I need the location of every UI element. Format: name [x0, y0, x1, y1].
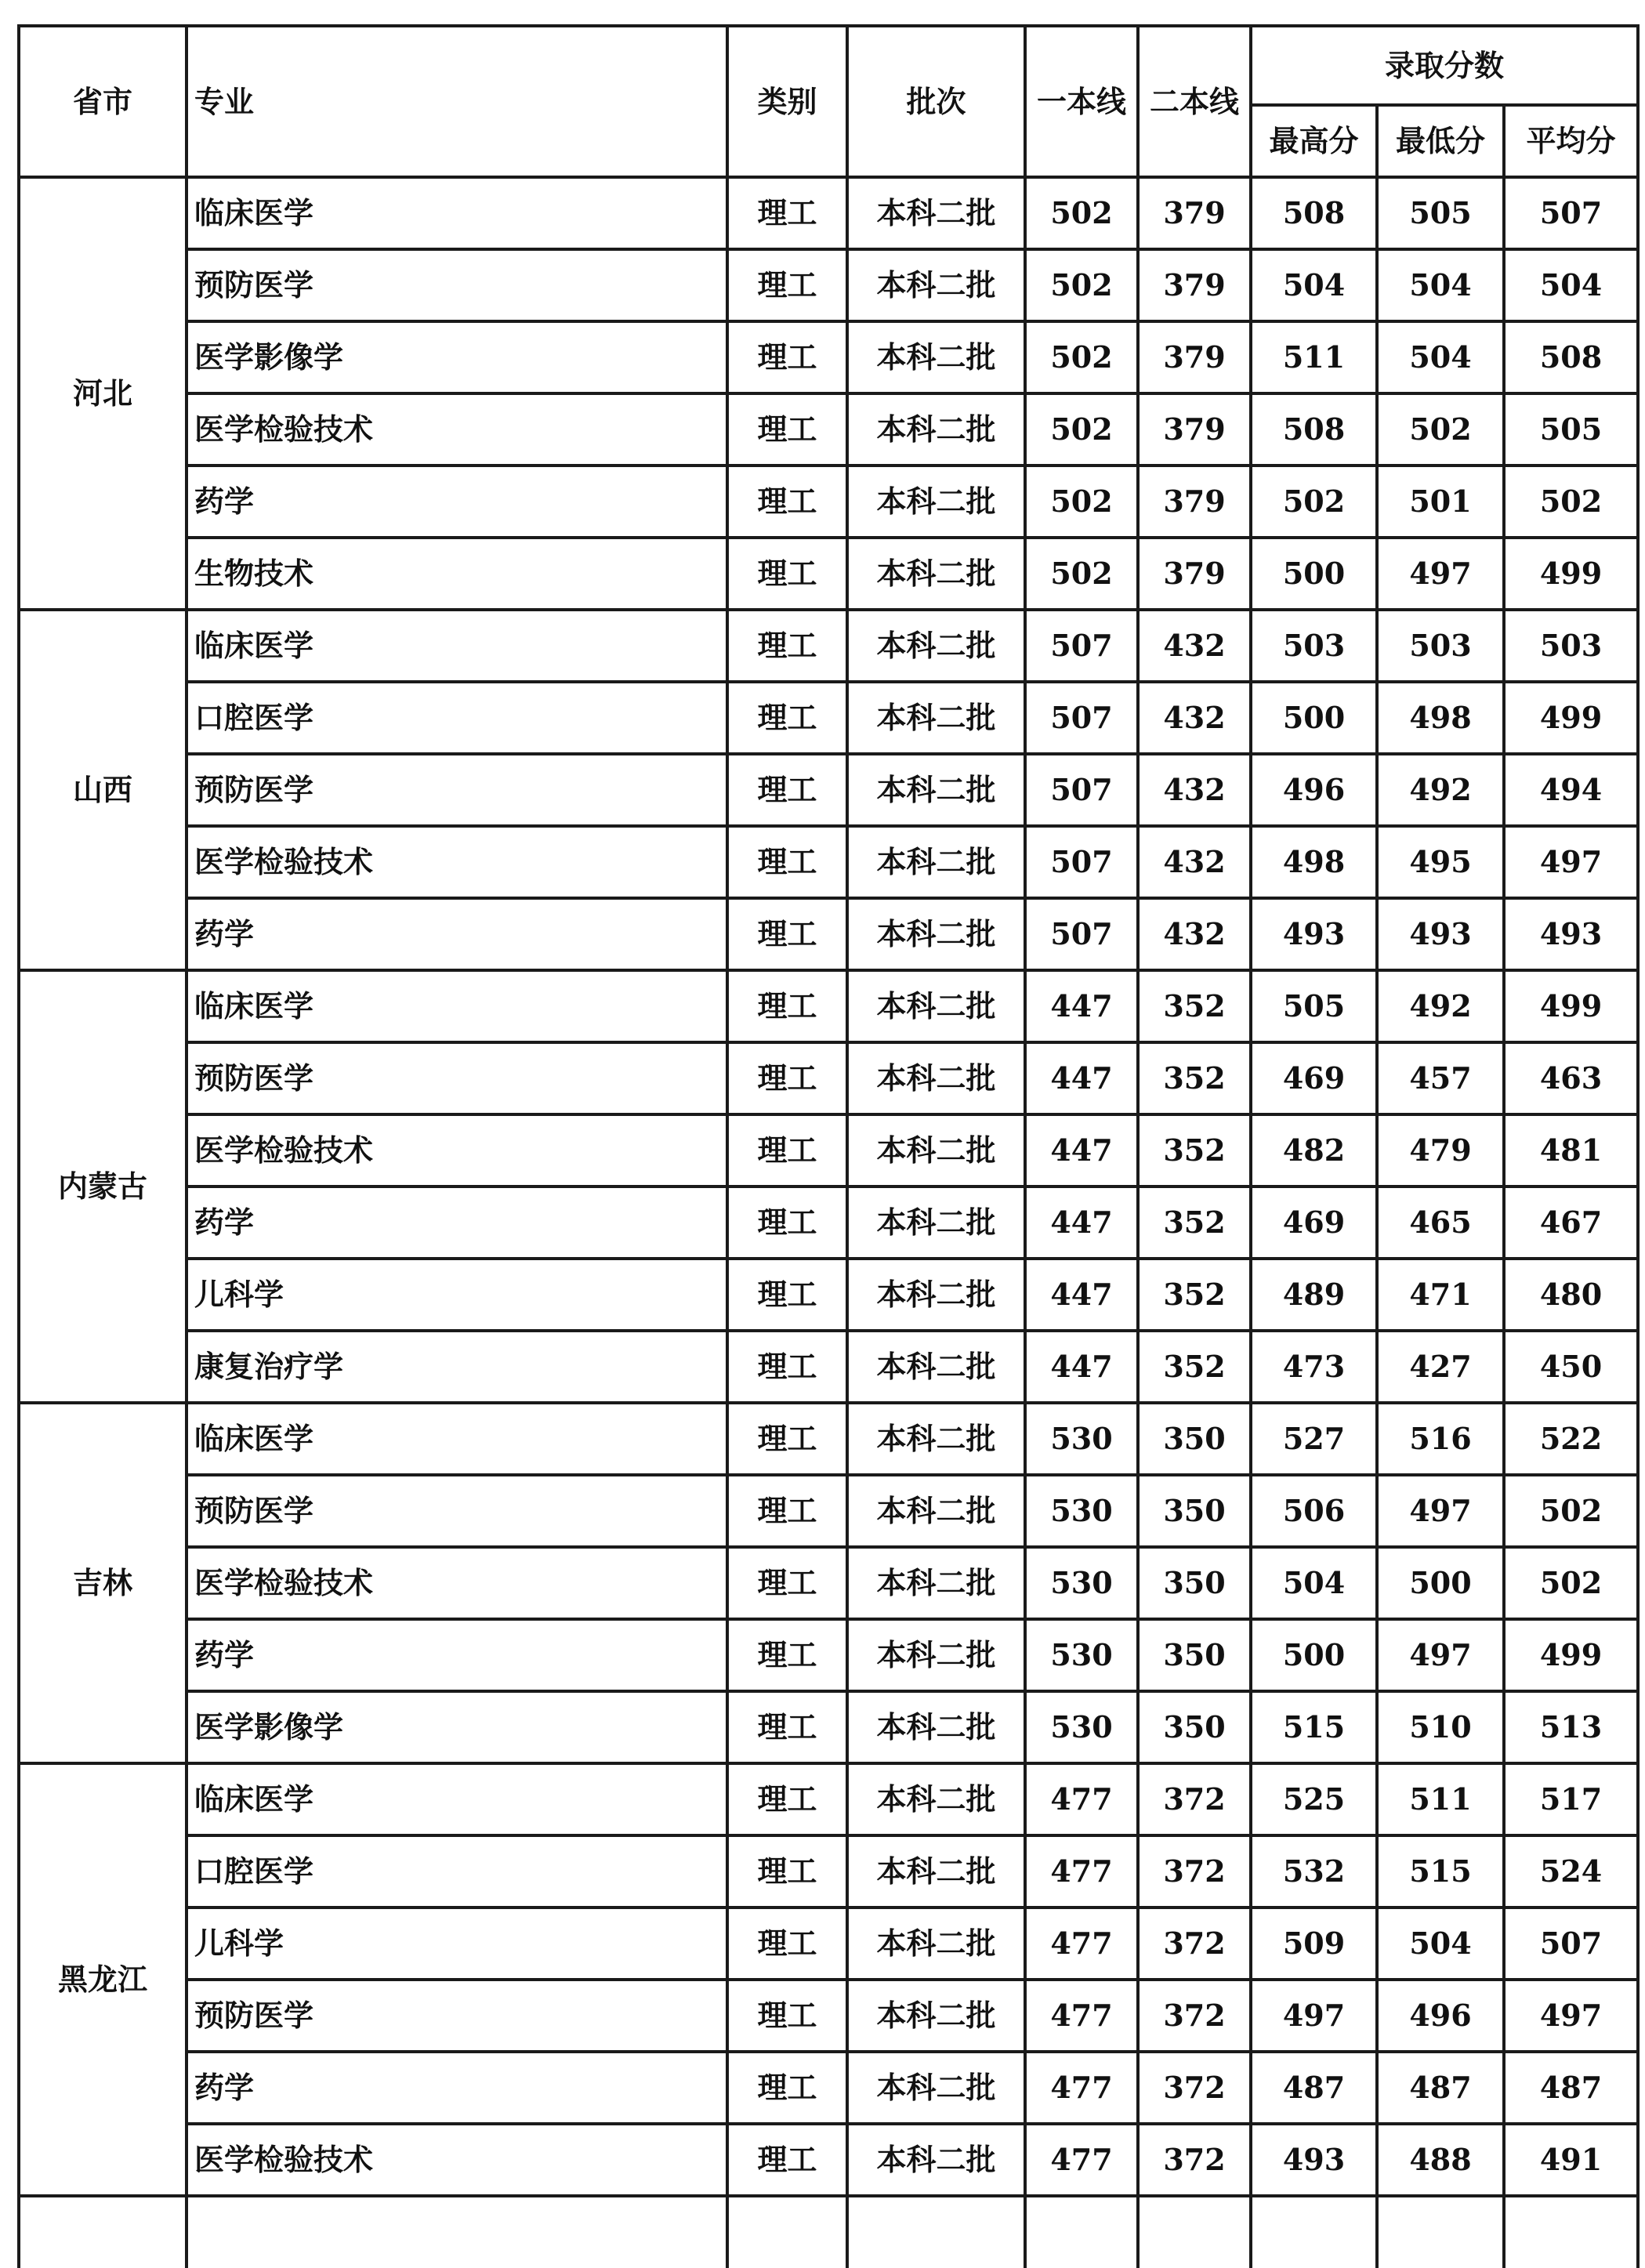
min-cell: 497 [1377, 1475, 1504, 1547]
admission-score-table [17, 24, 1640, 2268]
truncated-cell [727, 2196, 847, 2268]
line2-cell: 350 [1138, 1691, 1251, 1763]
header-min-score: 最低分 [1377, 105, 1504, 177]
line2-cell: 379 [1138, 249, 1251, 321]
line1-cell: 477 [1025, 2124, 1138, 2196]
table-row [19, 393, 1638, 466]
table-row [19, 1475, 1638, 1547]
table-row [19, 1042, 1638, 1114]
line2-cell: 350 [1138, 1403, 1251, 1475]
line1-cell: 530 [1025, 1619, 1138, 1691]
line1-cell: 477 [1025, 1908, 1138, 1980]
batch-cell: 本科二批 [847, 466, 1025, 538]
line2-cell: 379 [1138, 177, 1251, 249]
header-line1: 一本线 [1025, 26, 1138, 177]
table-row [19, 1691, 1638, 1763]
table-row [19, 2052, 1638, 2124]
truncated-cell [187, 2196, 727, 2268]
header-province: 省市 [19, 26, 187, 177]
batch-cell: 本科二批 [847, 1835, 1025, 1908]
min-cell: 503 [1377, 610, 1504, 682]
batch-cell: 本科二批 [847, 754, 1025, 826]
line2-cell: 432 [1138, 754, 1251, 826]
avg-cell: 504 [1504, 249, 1638, 321]
avg-cell: 494 [1504, 754, 1638, 826]
min-cell: 511 [1377, 1763, 1504, 1835]
major-cell: 药学 [187, 2052, 727, 2124]
major-cell: 康复治疗学 [187, 1331, 727, 1403]
category-cell: 理工 [727, 682, 847, 754]
major-cell: 药学 [187, 1187, 727, 1259]
avg-cell: 481 [1504, 1114, 1638, 1187]
batch-cell: 本科二批 [847, 1042, 1025, 1114]
line2-cell: 350 [1138, 1547, 1251, 1619]
table-body [19, 177, 1638, 2268]
batch-cell: 本科二批 [847, 1691, 1025, 1763]
min-cell: 497 [1377, 538, 1504, 610]
header-avg-score: 平均分 [1504, 105, 1638, 177]
max-cell: 505 [1251, 970, 1377, 1042]
table-row [19, 1403, 1638, 1475]
min-cell: 427 [1377, 1331, 1504, 1403]
line1-cell: 447 [1025, 1259, 1138, 1331]
line2-cell: 372 [1138, 2124, 1251, 2196]
max-cell: 508 [1251, 177, 1377, 249]
min-cell: 500 [1377, 1547, 1504, 1619]
table-row [19, 1259, 1638, 1331]
avg-cell: 467 [1504, 1187, 1638, 1259]
line1-cell: 502 [1025, 466, 1138, 538]
table-row [19, 1547, 1638, 1619]
major-cell: 药学 [187, 466, 727, 538]
line2-cell: 372 [1138, 1835, 1251, 1908]
line1-cell: 477 [1025, 1763, 1138, 1835]
min-cell: 505 [1377, 177, 1504, 249]
line1-cell: 530 [1025, 1475, 1138, 1547]
line2-cell: 379 [1138, 466, 1251, 538]
category-cell: 理工 [727, 898, 847, 970]
major-cell: 医学检验技术 [187, 826, 727, 898]
max-cell: 469 [1251, 1042, 1377, 1114]
avg-cell: 499 [1504, 1619, 1638, 1691]
category-cell: 理工 [727, 1187, 847, 1259]
category-cell: 理工 [727, 1114, 847, 1187]
category-cell: 理工 [727, 2124, 847, 2196]
major-cell: 儿科学 [187, 1908, 727, 1980]
major-cell: 医学检验技术 [187, 2124, 727, 2196]
avg-cell: 522 [1504, 1403, 1638, 1475]
min-cell: 488 [1377, 2124, 1504, 2196]
table-row [19, 177, 1638, 249]
batch-cell: 本科二批 [847, 1187, 1025, 1259]
major-cell: 生物技术 [187, 538, 727, 610]
header-line2: 二本线 [1138, 26, 1251, 177]
province-cell: 山西 [19, 610, 187, 970]
table-row [19, 1619, 1638, 1691]
avg-cell: 487 [1504, 2052, 1638, 2124]
max-cell: 493 [1251, 898, 1377, 970]
table-row [19, 898, 1638, 970]
min-cell: 479 [1377, 1114, 1504, 1187]
avg-cell: 502 [1504, 466, 1638, 538]
avg-cell: 507 [1504, 1908, 1638, 1980]
line1-cell: 502 [1025, 393, 1138, 466]
line1-cell: 502 [1025, 321, 1138, 393]
table-row [19, 970, 1638, 1042]
min-cell: 471 [1377, 1259, 1504, 1331]
batch-cell: 本科二批 [847, 1980, 1025, 2052]
table-row [19, 1187, 1638, 1259]
avg-cell: 450 [1504, 1331, 1638, 1403]
category-cell: 理工 [727, 970, 847, 1042]
line1-cell: 530 [1025, 1691, 1138, 1763]
avg-cell: 517 [1504, 1763, 1638, 1835]
major-cell: 预防医学 [187, 754, 727, 826]
category-cell: 理工 [727, 1980, 847, 2052]
line2-cell: 379 [1138, 393, 1251, 466]
table-row [19, 754, 1638, 826]
table-row [19, 538, 1638, 610]
major-cell: 临床医学 [187, 610, 727, 682]
line1-cell: 507 [1025, 610, 1138, 682]
truncated-cell [1025, 2196, 1138, 2268]
line1-cell: 477 [1025, 1835, 1138, 1908]
max-cell: 496 [1251, 754, 1377, 826]
category-cell: 理工 [727, 466, 847, 538]
avg-cell: 499 [1504, 538, 1638, 610]
max-cell: 532 [1251, 1835, 1377, 1908]
line2-cell: 372 [1138, 1763, 1251, 1835]
header-major: 专业 [187, 26, 727, 177]
batch-cell: 本科二批 [847, 826, 1025, 898]
major-cell: 临床医学 [187, 1763, 727, 1835]
min-cell: 515 [1377, 1835, 1504, 1908]
max-cell: 511 [1251, 321, 1377, 393]
line1-cell: 507 [1025, 754, 1138, 826]
table-row [19, 1331, 1638, 1403]
batch-cell: 本科二批 [847, 682, 1025, 754]
max-cell: 527 [1251, 1403, 1377, 1475]
line2-cell: 352 [1138, 1187, 1251, 1259]
category-cell: 理工 [727, 538, 847, 610]
category-cell: 理工 [727, 2052, 847, 2124]
line1-cell: 502 [1025, 177, 1138, 249]
line1-cell: 447 [1025, 1187, 1138, 1259]
header-admission-scores: 录取分数 [1251, 26, 1638, 105]
category-cell: 理工 [727, 1835, 847, 1908]
max-cell: 493 [1251, 2124, 1377, 2196]
major-cell: 口腔医学 [187, 1835, 727, 1908]
line2-cell: 352 [1138, 1331, 1251, 1403]
major-cell: 预防医学 [187, 1980, 727, 2052]
table-row [19, 682, 1638, 754]
line2-cell: 352 [1138, 1114, 1251, 1187]
line2-cell: 372 [1138, 2052, 1251, 2124]
batch-cell: 本科二批 [847, 2052, 1025, 2124]
line1-cell: 477 [1025, 2052, 1138, 2124]
avg-cell: 502 [1504, 1475, 1638, 1547]
line2-cell: 352 [1138, 970, 1251, 1042]
min-cell: 504 [1377, 249, 1504, 321]
category-cell: 理工 [727, 1908, 847, 1980]
avg-cell: 505 [1504, 393, 1638, 466]
line1-cell: 447 [1025, 1114, 1138, 1187]
major-cell: 临床医学 [187, 1403, 727, 1475]
line2-cell: 350 [1138, 1619, 1251, 1691]
avg-cell: 503 [1504, 610, 1638, 682]
max-cell: 500 [1251, 538, 1377, 610]
batch-cell: 本科二批 [847, 1331, 1025, 1403]
header-max-score: 最高分 [1251, 105, 1377, 177]
batch-cell: 本科二批 [847, 898, 1025, 970]
category-cell: 理工 [727, 1403, 847, 1475]
max-cell: 489 [1251, 1259, 1377, 1331]
category-cell: 理工 [727, 1763, 847, 1835]
line2-cell: 432 [1138, 610, 1251, 682]
category-cell: 理工 [727, 1475, 847, 1547]
category-cell: 理工 [727, 249, 847, 321]
major-cell: 医学检验技术 [187, 1547, 727, 1619]
category-cell: 理工 [727, 1547, 847, 1619]
category-cell: 理工 [727, 1619, 847, 1691]
min-cell: 492 [1377, 970, 1504, 1042]
header-category: 类别 [727, 26, 847, 177]
max-cell: 502 [1251, 466, 1377, 538]
batch-cell: 本科二批 [847, 1475, 1025, 1547]
truncated-cell [1377, 2196, 1504, 2268]
min-cell: 516 [1377, 1403, 1504, 1475]
min-cell: 465 [1377, 1187, 1504, 1259]
major-cell: 医学检验技术 [187, 393, 727, 466]
table-row [19, 826, 1638, 898]
min-cell: 493 [1377, 898, 1504, 970]
line2-cell: 372 [1138, 1908, 1251, 1980]
max-cell: 500 [1251, 1619, 1377, 1691]
max-cell: 515 [1251, 1691, 1377, 1763]
line2-cell: 352 [1138, 1259, 1251, 1331]
max-cell: 504 [1251, 1547, 1377, 1619]
max-cell: 497 [1251, 1980, 1377, 2052]
table-row [19, 321, 1638, 393]
table-row [19, 249, 1638, 321]
category-cell: 理工 [727, 1259, 847, 1331]
max-cell: 504 [1251, 249, 1377, 321]
major-cell: 预防医学 [187, 249, 727, 321]
category-cell: 理工 [727, 1042, 847, 1114]
line2-cell: 432 [1138, 898, 1251, 970]
avg-cell: 497 [1504, 826, 1638, 898]
major-cell: 医学检验技术 [187, 1114, 727, 1187]
batch-cell: 本科二批 [847, 1619, 1025, 1691]
major-cell: 预防医学 [187, 1042, 727, 1114]
min-cell: 501 [1377, 466, 1504, 538]
avg-cell: 491 [1504, 2124, 1638, 2196]
batch-cell: 本科二批 [847, 970, 1025, 1042]
avg-cell: 480 [1504, 1259, 1638, 1331]
truncated-cell [847, 2196, 1025, 2268]
batch-cell: 本科二批 [847, 177, 1025, 249]
table-row [19, 2124, 1638, 2196]
line2-cell: 372 [1138, 1980, 1251, 2052]
table-row [19, 1908, 1638, 1980]
line1-cell: 530 [1025, 1403, 1138, 1475]
major-cell: 药学 [187, 1619, 727, 1691]
line2-cell: 352 [1138, 1042, 1251, 1114]
batch-cell: 本科二批 [847, 1259, 1025, 1331]
line1-cell: 447 [1025, 970, 1138, 1042]
truncated-cell [1504, 2196, 1638, 2268]
truncated-cell [1138, 2196, 1251, 2268]
table-row [19, 1980, 1638, 2052]
line2-cell: 350 [1138, 1475, 1251, 1547]
max-cell: 482 [1251, 1114, 1377, 1187]
batch-cell: 本科二批 [847, 1763, 1025, 1835]
line1-cell: 507 [1025, 826, 1138, 898]
max-cell: 498 [1251, 826, 1377, 898]
max-cell: 500 [1251, 682, 1377, 754]
table-row [19, 1835, 1638, 1908]
line1-cell: 447 [1025, 1331, 1138, 1403]
table-row [19, 610, 1638, 682]
max-cell: 506 [1251, 1475, 1377, 1547]
header-batch: 批次 [847, 26, 1025, 177]
truncated-cell [19, 2196, 187, 2268]
major-cell: 预防医学 [187, 1475, 727, 1547]
min-cell: 498 [1377, 682, 1504, 754]
major-cell: 医学影像学 [187, 1691, 727, 1763]
category-cell: 理工 [727, 1331, 847, 1403]
batch-cell: 本科二批 [847, 610, 1025, 682]
truncated-cell [1251, 2196, 1377, 2268]
batch-cell: 本科二批 [847, 1908, 1025, 1980]
batch-cell: 本科二批 [847, 1114, 1025, 1187]
province-cell: 河北 [19, 177, 187, 610]
line1-cell: 507 [1025, 898, 1138, 970]
major-cell: 儿科学 [187, 1259, 727, 1331]
max-cell: 473 [1251, 1331, 1377, 1403]
major-cell: 口腔医学 [187, 682, 727, 754]
batch-cell: 本科二批 [847, 538, 1025, 610]
truncated-row [19, 2196, 1638, 2268]
table-row [19, 1114, 1638, 1187]
batch-cell: 本科二批 [847, 249, 1025, 321]
avg-cell: 507 [1504, 177, 1638, 249]
min-cell: 457 [1377, 1042, 1504, 1114]
avg-cell: 463 [1504, 1042, 1638, 1114]
avg-cell: 513 [1504, 1691, 1638, 1763]
avg-cell: 524 [1504, 1835, 1638, 1908]
min-cell: 510 [1377, 1691, 1504, 1763]
category-cell: 理工 [727, 177, 847, 249]
line1-cell: 502 [1025, 249, 1138, 321]
batch-cell: 本科二批 [847, 2124, 1025, 2196]
batch-cell: 本科二批 [847, 393, 1025, 466]
avg-cell: 499 [1504, 970, 1638, 1042]
min-cell: 504 [1377, 1908, 1504, 1980]
batch-cell: 本科二批 [847, 1547, 1025, 1619]
province-cell: 内蒙古 [19, 970, 187, 1403]
line1-cell: 502 [1025, 538, 1138, 610]
min-cell: 502 [1377, 393, 1504, 466]
category-cell: 理工 [727, 826, 847, 898]
major-cell: 药学 [187, 898, 727, 970]
category-cell: 理工 [727, 1691, 847, 1763]
category-cell: 理工 [727, 321, 847, 393]
table-row [19, 1763, 1638, 1835]
table-row [19, 466, 1638, 538]
min-cell: 496 [1377, 1980, 1504, 2052]
avg-cell: 508 [1504, 321, 1638, 393]
line2-cell: 379 [1138, 321, 1251, 393]
max-cell: 508 [1251, 393, 1377, 466]
line1-cell: 530 [1025, 1547, 1138, 1619]
min-cell: 487 [1377, 2052, 1504, 2124]
max-cell: 503 [1251, 610, 1377, 682]
line2-cell: 432 [1138, 682, 1251, 754]
min-cell: 497 [1377, 1619, 1504, 1691]
category-cell: 理工 [727, 610, 847, 682]
line1-cell: 477 [1025, 1980, 1138, 2052]
table-header [19, 26, 1638, 177]
max-cell: 487 [1251, 2052, 1377, 2124]
min-cell: 495 [1377, 826, 1504, 898]
max-cell: 525 [1251, 1763, 1377, 1835]
line2-cell: 379 [1138, 538, 1251, 610]
min-cell: 504 [1377, 321, 1504, 393]
major-cell: 临床医学 [187, 970, 727, 1042]
avg-cell: 493 [1504, 898, 1638, 970]
max-cell: 469 [1251, 1187, 1377, 1259]
avg-cell: 499 [1504, 682, 1638, 754]
line2-cell: 432 [1138, 826, 1251, 898]
category-cell: 理工 [727, 393, 847, 466]
major-cell: 临床医学 [187, 177, 727, 249]
major-cell: 医学影像学 [187, 321, 727, 393]
category-cell: 理工 [727, 754, 847, 826]
line1-cell: 447 [1025, 1042, 1138, 1114]
province-cell: 黑龙江 [19, 1763, 187, 2196]
batch-cell: 本科二批 [847, 1403, 1025, 1475]
avg-cell: 497 [1504, 1980, 1638, 2052]
line1-cell: 507 [1025, 682, 1138, 754]
batch-cell: 本科二批 [847, 321, 1025, 393]
min-cell: 492 [1377, 754, 1504, 826]
avg-cell: 502 [1504, 1547, 1638, 1619]
province-cell: 吉林 [19, 1403, 187, 1763]
max-cell: 509 [1251, 1908, 1377, 1980]
